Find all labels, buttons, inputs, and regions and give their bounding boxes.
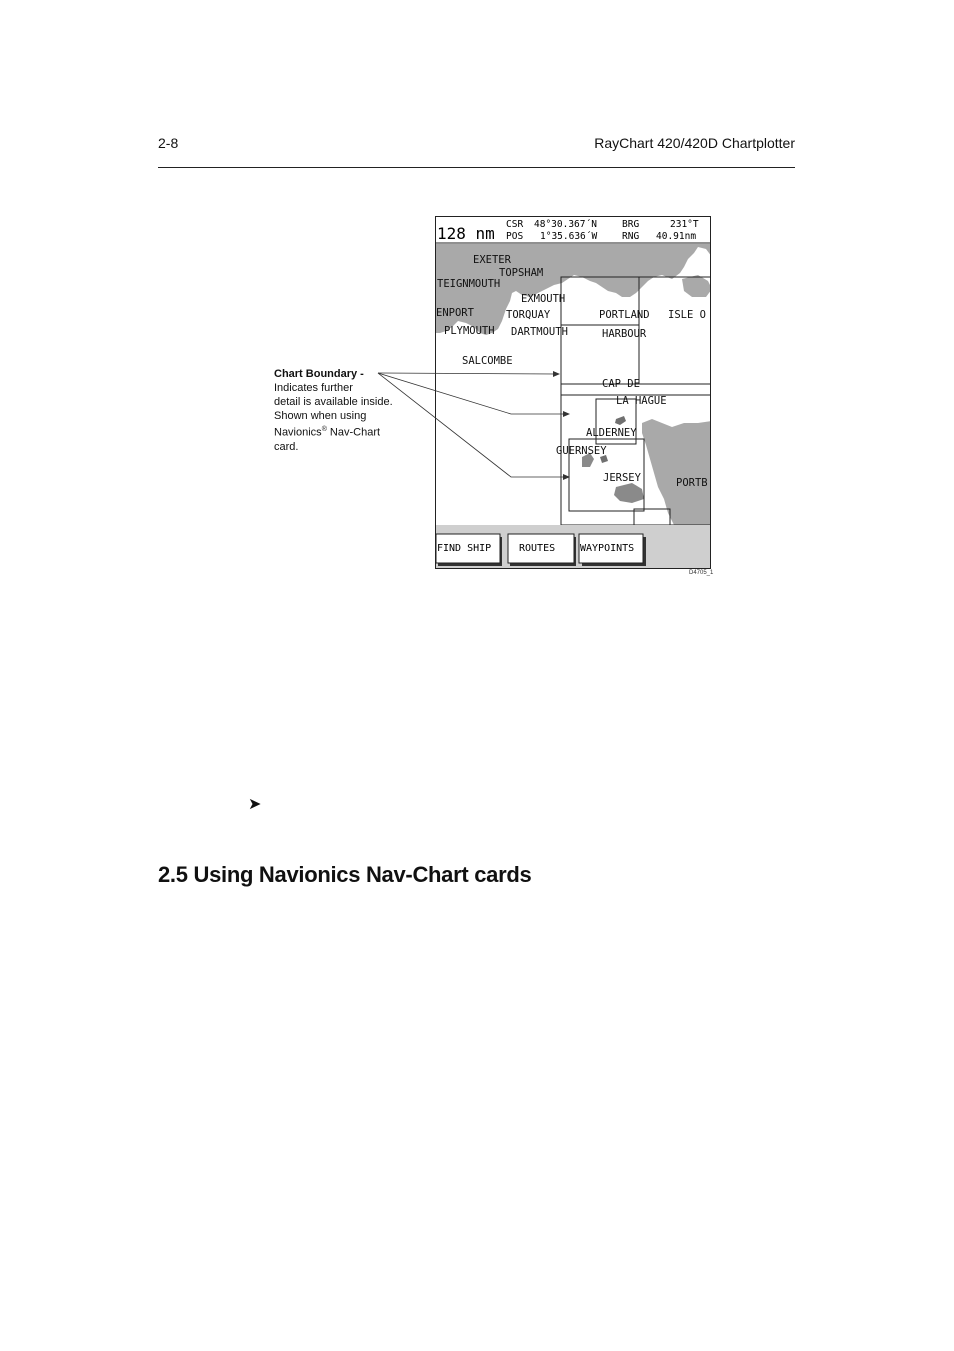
softkey-waypoints[interactable] xyxy=(579,534,646,566)
chart-display xyxy=(436,217,711,569)
callout-line-3: Shown when using xyxy=(274,410,367,422)
label-isle-o: ISLE O xyxy=(668,309,706,321)
rng-value: 40.91nm xyxy=(656,231,697,242)
pos-value: 1°35.636´W xyxy=(540,231,598,242)
callout-line-1: Indicates further xyxy=(274,382,353,394)
label-jersey: JERSEY xyxy=(603,472,641,484)
callout-navionics: Navionics xyxy=(274,426,322,439)
label-dartmouth: DARTMOUTH xyxy=(511,326,568,338)
label-exmouth: EXMOUTH xyxy=(521,293,566,305)
softkey-find-ship[interactable] xyxy=(436,534,502,566)
label-portb: PORTB xyxy=(676,477,708,489)
softkey-waypoints-label: WAYPOINTS xyxy=(580,543,635,554)
label-alderney: ALDERNEY xyxy=(586,427,637,439)
label-guernsey: GUERNSEY xyxy=(556,445,607,457)
brg-label: BRG xyxy=(622,219,640,230)
arrow-bullet-icon: ➤ xyxy=(248,796,262,813)
label-enport: ENPORT xyxy=(436,307,474,319)
label-torquay: TORQUAY xyxy=(506,309,551,321)
softkey-routes[interactable] xyxy=(508,534,576,566)
label-portland: PORTLAND xyxy=(599,309,650,321)
label-harbour: HARBOUR xyxy=(602,328,647,340)
callout-title: Chart Boundary - xyxy=(274,368,364,380)
chartplotter-screen xyxy=(435,216,711,569)
label-topsham: TOPSHAM xyxy=(499,267,544,279)
range-readout: 128 nm xyxy=(437,224,495,243)
running-header-title: RayChart 420/420D Chartplotter xyxy=(594,135,795,151)
label-exeter: EXETER xyxy=(473,254,511,266)
callout-line-4 xyxy=(274,423,404,440)
callout-line-5: card. xyxy=(274,440,299,453)
softkey-find-ship-label: FIND SHIP xyxy=(437,543,492,554)
registered-mark: ® xyxy=(321,426,327,433)
csr-label: CSR xyxy=(506,219,524,230)
softkey-routes-label: ROUTES xyxy=(519,543,556,554)
label-plymouth: PLYMOUTH xyxy=(444,325,495,337)
csr-value: 48°30.367´N xyxy=(534,219,597,230)
callout-nav-chart: Nav-Chart xyxy=(326,426,381,439)
section-heading: 2.5 Using Navionics Nav-Chart cards xyxy=(158,862,532,887)
label-cap-de: CAP DE xyxy=(602,378,640,390)
header-rule xyxy=(158,167,795,168)
label-teignmouth: TEIGNMOUTH xyxy=(437,278,501,290)
label-salcombe: SALCOMBE xyxy=(462,355,513,367)
brg-value: 231°T xyxy=(670,219,699,230)
callout-line-2: detail is available inside. xyxy=(274,396,393,408)
chart-boundary-callout xyxy=(274,367,404,454)
rng-label: RNG xyxy=(622,231,640,242)
pos-label: POS xyxy=(506,231,524,242)
page-number: 2-8 xyxy=(158,135,179,151)
label-la-hague: LA HAGUE xyxy=(616,395,667,407)
figure-code: D4705_1 xyxy=(689,570,714,576)
